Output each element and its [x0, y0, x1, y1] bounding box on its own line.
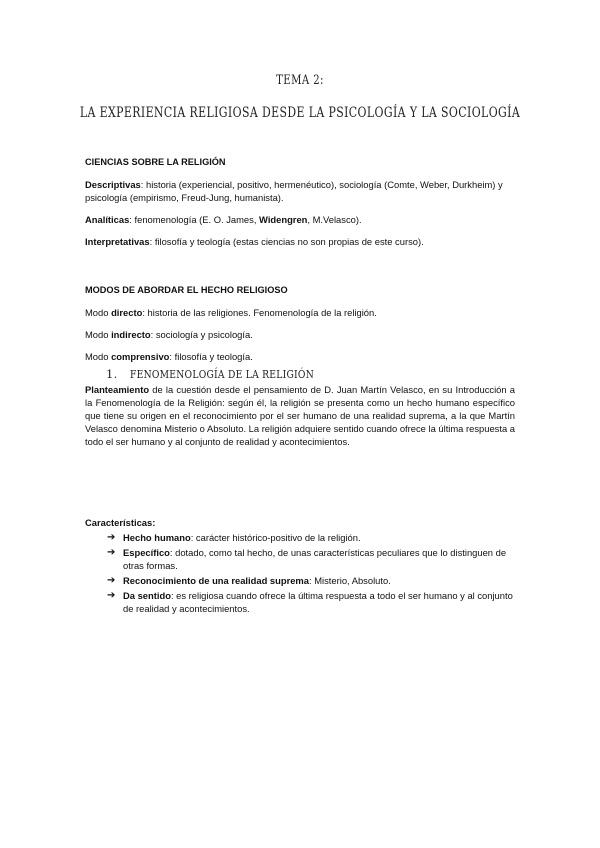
analiticas-label: Analíticas — [85, 214, 130, 225]
planteamiento-text: de la cuestión desde el pensamiento de D. Juan Martín Velasco, en su Introducción a la Fenomenología de la Religión: según él, la religión se presenta como un hecho humano específico que tiene su origen en el reconocimiento por el ser humano de una realidad suprema, a la que Martín Velasco denomina Misterio o Absoluto. La religión adquiere sentido cuando ofrece la última respuesta a todo el ser humano y al conjunto de realidad y acontecimientos. — [85, 384, 515, 447]
caracteristicas-section — [85, 516, 515, 617]
section-1-number: 1. — [106, 367, 118, 381]
item-label: Específico — [123, 547, 170, 558]
planteamiento-section — [85, 383, 515, 448]
interpretativas-paragraph — [85, 235, 515, 248]
item-label: Reconocimiento de una realidad suprema — [123, 575, 309, 586]
modo-comprensivo-label: comprensivo — [111, 351, 170, 362]
modo-indirecto-paragraph — [85, 328, 515, 341]
arrow-right-icon: ➔ — [107, 547, 116, 558]
item-text: : carácter histórico-positivo de la religión. — [190, 532, 361, 543]
modo-indirecto-pre: Modo — [85, 329, 112, 340]
ciencias-section — [85, 156, 515, 248]
arrow-right-icon: ➔ — [107, 532, 116, 543]
ciencias-heading: CIENCIAS SOBRE LA RELIGIÓN — [85, 157, 226, 167]
caracteristicas-heading: Características: — [85, 517, 156, 528]
modo-directo-label: directo — [111, 307, 143, 318]
arrow-right-icon: ➔ — [107, 590, 116, 601]
modo-directo-paragraph — [85, 306, 515, 319]
modo-indirecto-label: indirecto — [111, 329, 151, 340]
modos-section — [85, 284, 515, 363]
modo-comprensivo-text: : filosofía y teología. — [169, 351, 253, 362]
planteamiento-paragraph — [85, 383, 515, 448]
item-label: Hecho humano — [123, 532, 191, 543]
list-item — [107, 589, 515, 615]
analiticas-text-a: : fenomenología (E. O. James, — [129, 214, 260, 225]
item-text: : dotado, como tal hecho, de unas características peculiares que lo distinguen de otras formas. — [123, 547, 507, 571]
list-item — [107, 574, 515, 587]
descriptivas-label: Descriptivas — [85, 179, 141, 190]
analiticas-paragraph — [85, 213, 515, 226]
analiticas-bold-name: Widengren — [259, 214, 308, 225]
list-item — [107, 546, 515, 572]
section-1-title — [106, 367, 360, 381]
modo-comprensivo-pre: Modo — [85, 351, 112, 362]
modo-directo-text: : historia de las religiones. Fenomenología de la religión. — [142, 307, 377, 318]
modo-directo-pre: Modo — [85, 307, 112, 318]
analiticas-text-b: , M.Velasco). — [307, 214, 362, 225]
descriptivas-paragraph — [85, 178, 515, 204]
arrow-right-icon: ➔ — [107, 575, 116, 586]
section-1-title-text: FENOMENOLOGÍA DE LA RELIGIÓN — [130, 367, 314, 381]
title-line-2: LA EXPERIENCIA RELIGIOSA DESDE LA PSICOLOGÍA Y LA SOCIOLOGÍA — [79, 105, 521, 121]
modos-heading: MODOS DE ABORDAR EL HECHO RELIGIOSO — [85, 285, 288, 295]
descriptivas-text: : historia (experiencial, positivo, hermenéutico), sociología (Comte, Weber, Durkheim) y psicología (empirismo, Freud-Jung, humanista). — [85, 179, 503, 203]
modo-comprensivo-paragraph — [85, 350, 515, 363]
document-title — [66, 73, 534, 121]
caracteristicas-list — [85, 531, 515, 615]
item-text: : Misterio, Absoluto. — [309, 575, 391, 586]
modo-indirecto-text: : sociología y psicología. — [150, 329, 253, 340]
interpretativas-text: : filosofía y teología (estas ciencias no son propias de este curso). — [149, 236, 424, 247]
item-label: Da sentido — [123, 590, 171, 601]
planteamiento-label: Planteamiento — [85, 384, 150, 395]
list-item — [107, 531, 515, 544]
interpretativas-label: Interpretativas — [85, 236, 150, 247]
title-line-1: TEMA 2: — [276, 73, 324, 88]
item-text: : es religiosa cuando ofrece la última respuesta a todo el ser humano y al conjunto de realidad y acontecimientos. — [123, 590, 513, 614]
